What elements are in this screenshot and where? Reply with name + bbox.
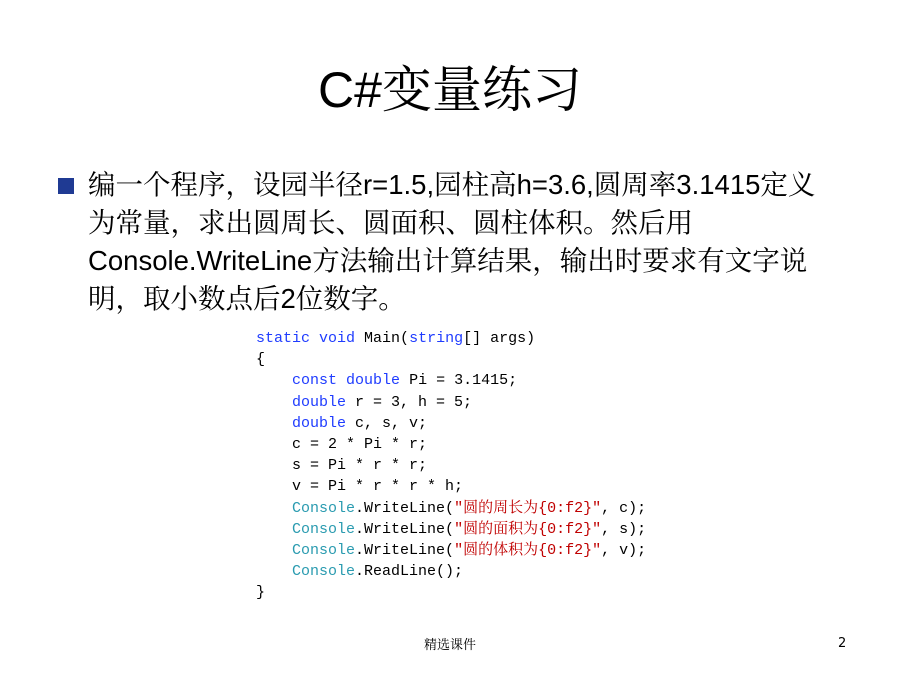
code-line: c = 2 * Pi * r;: [256, 435, 428, 453]
code-line: [256, 392, 646, 413]
code-line: [256, 561, 646, 582]
code-indent: [256, 394, 292, 411]
code-text: [337, 372, 346, 389]
code-text: .WriteLine(: [355, 520, 455, 538]
code-text: r = 3, h = 5;: [346, 393, 473, 411]
code-keyword: double: [292, 393, 347, 411]
code-text: Pi = 3.1415;: [400, 372, 518, 390]
code-keyword: void: [319, 330, 356, 347]
code-text: .WriteLine(: [355, 499, 455, 517]
code-keyword: const: [292, 372, 338, 390]
code-keyword: double: [346, 372, 401, 390]
code-indent: [256, 563, 292, 580]
code-string: "圆的面积为{0:f2}": [454, 520, 602, 538]
code-type: Console: [292, 563, 356, 581]
code-type: Console: [292, 541, 356, 559]
code-string: "圆的体积为{0:f2}": [454, 541, 602, 559]
code-line: {: [256, 351, 266, 369]
footer-text: 精选课件: [423, 638, 476, 653]
code-indent: [256, 372, 292, 389]
code-text: [] args): [463, 330, 536, 347]
code-line: [256, 413, 646, 434]
code-text: c, s, v;: [346, 414, 428, 432]
code-keyword: string: [409, 330, 464, 347]
code-type: Console: [292, 520, 356, 538]
slide-title: C#变量练习: [318, 62, 582, 118]
code-snippet: [256, 328, 646, 603]
code-indent: [256, 500, 292, 517]
page-number: 2: [838, 636, 847, 651]
code-text: [310, 330, 319, 347]
code-line: [256, 498, 646, 519]
code-line: }: [256, 584, 266, 602]
code-keyword: double: [292, 414, 347, 432]
code-indent: [256, 521, 292, 538]
code-indent: [256, 542, 292, 559]
bullet-text: 编一个程序，设园半径r=1.5,园柱高h=3.6,圆周率3.1415定义为常量，求出圆周长、圆面积、圆柱体积。然后用Console.WriteLine方法输出计算结果，输出时要求有文字说明，取小数点后2位数字。: [88, 169, 816, 314]
code-line: [256, 370, 646, 391]
code-indent: [256, 415, 292, 432]
code-text: , s);: [601, 520, 647, 538]
code-keyword: static: [256, 330, 311, 347]
code-text: , c);: [601, 499, 647, 517]
code-line: [256, 328, 646, 349]
bullet-item: [58, 166, 838, 318]
code-string: "圆的周长为{0:f2}": [454, 499, 602, 517]
code-text: , v);: [601, 541, 647, 559]
code-line: s = Pi * r * r;: [256, 457, 428, 475]
code-line: [256, 519, 646, 540]
code-text: .ReadLine();: [355, 563, 464, 581]
code-text: .WriteLine(: [355, 541, 455, 559]
code-line: [256, 540, 646, 561]
code-type: Console: [292, 499, 356, 517]
square-bullet-icon: [58, 178, 74, 194]
code-text: Main(: [355, 330, 410, 347]
code-line: v = Pi * r * r * h;: [256, 478, 464, 496]
